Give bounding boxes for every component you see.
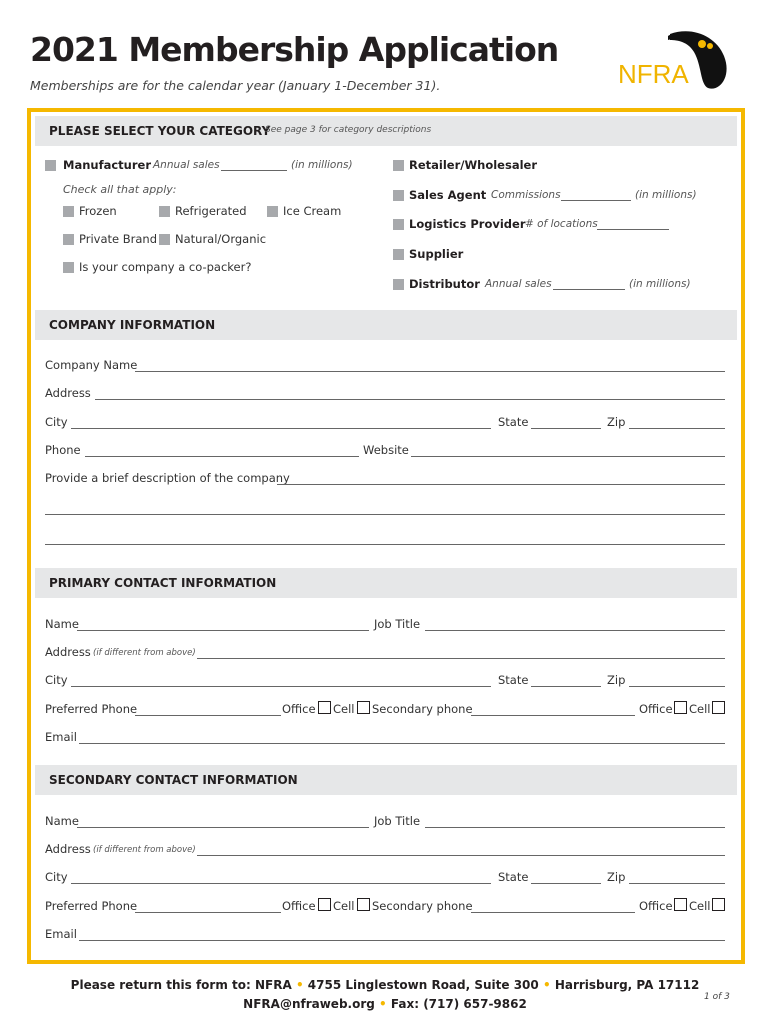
primary-address-field[interactable] — [197, 658, 725, 659]
footer-email[interactable]: NFRA@nfraweb.org — [243, 997, 375, 1011]
primary-zip-label: Zip — [607, 673, 626, 687]
company-zip-field[interactable] — [629, 428, 725, 429]
secondary-preferred-phone-field[interactable] — [135, 912, 281, 913]
company-description-line-3[interactable] — [45, 544, 725, 545]
secondary-address-note: (if different from above) — [93, 845, 196, 855]
footer-return-to: Please return this form to: NFRA — [70, 978, 292, 992]
secondary-city-field[interactable] — [71, 883, 491, 884]
commissions-label: Commissions — [491, 189, 561, 201]
manufacturer-label: Manufacturer — [63, 158, 151, 172]
ice-cream-checkbox[interactable] — [267, 206, 278, 217]
nfra-logo — [612, 26, 742, 96]
footer-bullet: • — [379, 997, 387, 1011]
primary-city-field[interactable] — [71, 686, 491, 687]
footer-bullet: • — [295, 978, 304, 992]
secondary-address-field[interactable] — [197, 855, 725, 856]
primary-office-label: Office — [282, 702, 316, 716]
manufacturer-millions: (in millions) — [291, 159, 353, 171]
primary-city-label: City — [45, 673, 68, 687]
primary-office-2-checkbox[interactable] — [674, 701, 687, 714]
company-section-header — [35, 310, 737, 340]
company-phone-field[interactable] — [85, 456, 359, 457]
primary-job-title-label: Job Title — [374, 617, 421, 631]
footer-bullet: • — [542, 978, 551, 992]
primary-zip-field[interactable] — [629, 686, 725, 687]
primary-cell-checkbox[interactable] — [357, 701, 370, 714]
secondary-cell-label: Cell — [333, 899, 355, 913]
supplier-checkbox[interactable] — [393, 249, 404, 260]
refrigerated-checkbox[interactable] — [159, 206, 170, 217]
application-form — [27, 108, 745, 964]
primary-preferred-phone-label: Preferred Phone — [45, 702, 138, 716]
primary-title: PRIMARY CONTACT INFORMATION — [49, 576, 277, 590]
footer-fax: Fax: (717) 657-9862 — [390, 997, 527, 1011]
ice-cream-label: Ice Cream — [283, 204, 342, 218]
page-subtitle: Memberships are for the calendar year (January 1-December 31). — [30, 78, 441, 93]
locations-label: # of locations — [525, 218, 598, 230]
distributor-sales-field[interactable] — [553, 289, 625, 290]
secondary-city-label: City — [45, 870, 68, 884]
primary-state-field[interactable] — [531, 686, 601, 687]
secondary-cell-2-checkbox[interactable] — [712, 898, 725, 911]
company-city-label: City — [45, 415, 68, 429]
copacker-label: Is your company a co-packer? — [79, 260, 252, 274]
secondary-email-label: Email — [45, 927, 77, 941]
company-name-field[interactable] — [135, 371, 725, 372]
logo-text: NFRA — [618, 59, 689, 89]
secondary-zip-field[interactable] — [629, 883, 725, 884]
secondary-name-label: Name — [45, 814, 79, 828]
secondary-secondary-phone-label: Secondary phone — [372, 899, 473, 913]
private-brand-checkbox[interactable] — [63, 234, 74, 245]
commissions-field[interactable] — [561, 200, 631, 201]
footer-line-1 — [0, 976, 770, 995]
company-phone-label: Phone — [45, 443, 81, 457]
secondary-preferred-phone-label: Preferred Phone — [45, 899, 138, 913]
primary-cell-2-checkbox[interactable] — [712, 701, 725, 714]
company-city-field[interactable] — [71, 428, 491, 429]
secondary-secondary-phone-field[interactable] — [471, 912, 635, 913]
natural-organic-checkbox[interactable] — [159, 234, 170, 245]
secondary-title: SECONDARY CONTACT INFORMATION — [49, 773, 298, 787]
distributor-millions: (in millions) — [629, 278, 691, 290]
commissions-millions: (in millions) — [635, 189, 697, 201]
logistics-label: Logistics Provider — [409, 217, 526, 231]
sales-agent-checkbox[interactable] — [393, 190, 404, 201]
primary-section-header — [35, 568, 737, 598]
primary-name-field[interactable] — [77, 630, 369, 631]
secondary-address-label: Address — [45, 842, 91, 856]
company-address-label: Address — [45, 386, 91, 400]
primary-state-label: State — [498, 673, 529, 687]
secondary-job-title-label: Job Title — [374, 814, 421, 828]
primary-office-checkbox[interactable] — [318, 701, 331, 714]
primary-address-label: Address — [45, 645, 91, 659]
secondary-email-field[interactable] — [79, 940, 725, 941]
secondary-zip-label: Zip — [607, 870, 626, 884]
manufacturer-sales-field[interactable] — [221, 170, 287, 171]
secondary-cell-checkbox[interactable] — [357, 898, 370, 911]
category-section-header — [35, 116, 737, 146]
company-website-field[interactable] — [411, 456, 725, 457]
manufacturer-sales-label: Annual sales — [153, 159, 220, 171]
frozen-checkbox[interactable] — [63, 206, 74, 217]
check-all-label: Check all that apply: — [63, 183, 177, 196]
secondary-office-2-checkbox[interactable] — [674, 898, 687, 911]
distributor-sales-label: Annual sales — [485, 278, 552, 290]
frozen-label: Frozen — [79, 204, 117, 218]
secondary-cell-2-label: Cell — [689, 899, 711, 913]
secondary-job-title-field[interactable] — [425, 827, 725, 828]
refrigerated-label: Refrigerated — [175, 204, 247, 218]
secondary-state-field[interactable] — [531, 883, 601, 884]
primary-email-label: Email — [45, 730, 77, 744]
distributor-checkbox[interactable] — [393, 279, 404, 290]
footer-city: Harrisburg, PA 17112 — [554, 978, 700, 992]
primary-preferred-phone-field[interactable] — [135, 715, 281, 716]
primary-cell-2-label: Cell — [689, 702, 711, 716]
distributor-label: Distributor — [409, 277, 480, 291]
footer — [0, 976, 770, 1014]
primary-secondary-phone-label: Secondary phone — [372, 702, 473, 716]
company-website-label: Website — [363, 443, 409, 457]
logistics-checkbox[interactable] — [393, 219, 404, 230]
secondary-section-header — [35, 765, 737, 795]
primary-cell-label: Cell — [333, 702, 355, 716]
private-brand-label: Private Brand — [79, 232, 158, 246]
footer-line-2 — [0, 995, 770, 1014]
primary-secondary-phone-field[interactable] — [471, 715, 635, 716]
primary-name-label: Name — [45, 617, 79, 631]
primary-office-2-label: Office — [639, 702, 673, 716]
secondary-office-2-label: Office — [639, 899, 673, 913]
company-description-field[interactable] — [277, 484, 725, 485]
page-number: 1 of 3 — [704, 992, 730, 1002]
footer-street: 4755 Linglestown Road, Suite 300 — [307, 978, 539, 992]
company-name-label: Company Name — [45, 358, 138, 372]
company-title: COMPANY INFORMATION — [49, 318, 216, 332]
company-address-field[interactable] — [95, 399, 725, 400]
retailer-label: Retailer/Wholesaler — [409, 158, 537, 172]
company-state-label: State — [498, 415, 529, 429]
company-description-line-2[interactable] — [45, 514, 725, 515]
primary-address-note: (if different from above) — [93, 648, 196, 658]
company-description-label: Provide a brief description of the company — [45, 471, 290, 485]
manufacturer-checkbox[interactable] — [45, 160, 56, 171]
copacker-checkbox[interactable] — [63, 262, 74, 273]
natural-organic-label: Natural/Organic — [175, 232, 267, 246]
retailer-checkbox[interactable] — [393, 160, 404, 171]
category-note: See page 3 for category descriptions — [265, 125, 432, 135]
company-state-field[interactable] — [531, 428, 601, 429]
locations-field[interactable] — [597, 229, 669, 230]
primary-job-title-field[interactable] — [425, 630, 725, 631]
company-zip-label: Zip — [607, 415, 626, 429]
secondary-office-checkbox[interactable] — [318, 898, 331, 911]
supplier-label: Supplier — [409, 247, 464, 261]
secondary-state-label: State — [498, 870, 529, 884]
primary-email-field[interactable] — [79, 743, 725, 744]
secondary-office-label: Office — [282, 899, 316, 913]
page-title: 2021 Membership Application — [30, 30, 559, 69]
category-title: PLEASE SELECT YOUR CATEGORY — [49, 124, 271, 138]
sales-agent-label: Sales Agent — [409, 188, 487, 202]
secondary-name-field[interactable] — [77, 827, 369, 828]
